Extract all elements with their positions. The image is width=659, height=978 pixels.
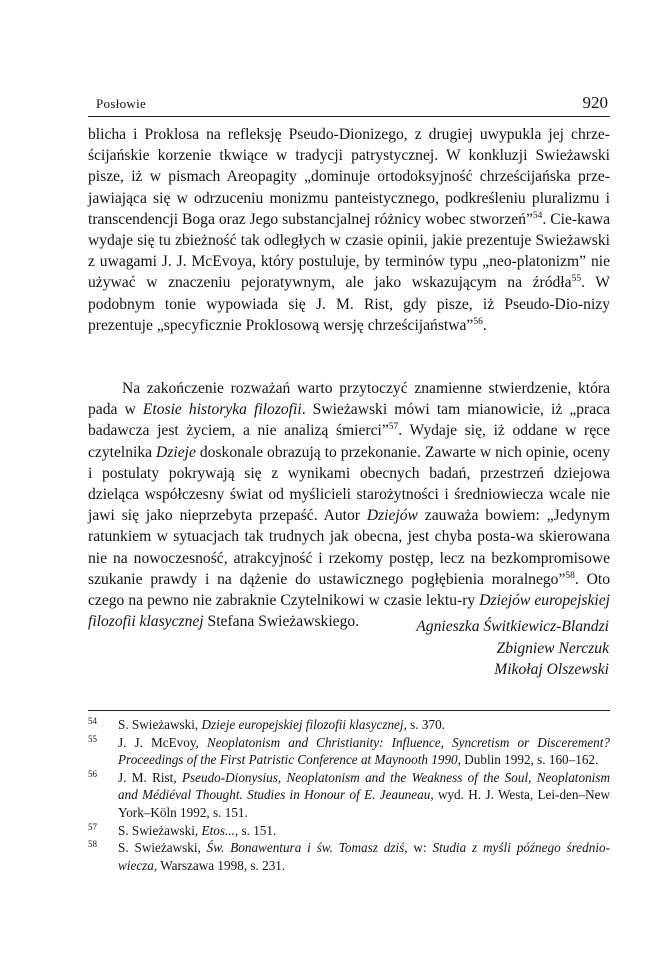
text-run: Stefana Swieżawskiego. — [203, 613, 360, 631]
text-run: blicha i Proklosa na refleksję Pseudo-Dionizego, z drugiej uwypukla jej chrze-ścijańskie korzenie tkwiące w tradycji patrystycznej. W konkluzji Swieżawski pisze, iż w pismach Areopagity „dominuje ortodoksyjność chrześcijańska prze-jawiająca się w odrzuceniu monizmu panteistycznego, podkreśleniu pluralizmu i transcendencji Boga oraz Jego substancjalnej różnicy wobec stworzeń” — [88, 126, 610, 228]
author-signatures — [416, 616, 609, 681]
text-run: doskonale obrazują to przekonanie. Zawarte w nich opinie, oceny i postulaty pokrywają się z wynikami obecnych badań, przestrzeń dziejowa dzieląca współczesny świat od myślicieli starożytności i średniowiecza wcale nie jawi się jako nieprzebyta przepaść. Autor — [88, 443, 610, 525]
italic-title: Etosie historyka filozofii — [142, 401, 302, 419]
italic-title: Dziejów — [366, 507, 418, 525]
italic-title: Św. Bonawentura i św. Tomasz dziś — [206, 840, 405, 856]
text-run: S. Swieżawski, — [118, 717, 202, 732]
text-run: , w: — [404, 840, 433, 856]
text-run: S. Swieżawski, — [118, 840, 207, 856]
text-run: , s. 370. — [403, 717, 445, 732]
text-run: . Swieżawski mówi tam mianowicie, iż „praca badawcza jest życiem, a nie analizą śmierci” — [88, 401, 611, 440]
footnotes — [88, 716, 610, 874]
footnote-ref-55[interactable]: 55 — [571, 274, 582, 285]
main-text — [88, 124, 610, 632]
text-run: . Oto czego na pewno nie zabraknie Czytelnikowi w czasie lektu-ry — [88, 570, 611, 610]
text-run: zauważa bowiem: „Jedynym ratunkiem w sytuacjach tak trudnych jak obecna, jest chyba posta-wa skierowana nie na nowoczesność, atrakcyjność i rzekomy postęp, lecz na bezkompromisowe szukanie prawdy i na dążenie do ustawicznego pogłębienia moralnego” — [88, 507, 610, 588]
footnote-57 — [88, 822, 610, 840]
text-run: . Cie-kawa wydaje się tu zbieżność tak odległych w czasie opinii, jakie prezentuje Swieżawski z uwagami J. J. McEvoya, który postuluje, by terminów typu „neo-platonizm” nie używać w znaczeniu pejoratywnym, ale jako wskazującym na źródła — [88, 210, 611, 292]
footnote-ref-58[interactable]: 58 — [565, 570, 575, 581]
footnote-58 — [88, 839, 610, 874]
page-number: 920 — [582, 93, 608, 112]
footnote-number: 57 — [88, 821, 97, 832]
footnote-ref-57[interactable]: 57 — [388, 422, 399, 433]
text-run: , Warszawa 1998, s. 231. — [153, 857, 286, 873]
text-run: S. Swieżawski, — [118, 822, 202, 838]
text-run: Na zakończenie rozważań warto przytoczyć znamienne stwierdzenie, która pada w — [88, 380, 610, 419]
italic-title: Studia z myśli późnego średnio-wiecza — [118, 840, 610, 873]
footnote-divider — [88, 710, 610, 711]
italic-title: Dziejów europejskiej filozofii klasycznej — [88, 592, 610, 631]
italic-title: Dzieje — [156, 443, 196, 461]
text-run: , wyd. H. J. Westa, Lei-den–New York–Köln 1992, s. 151. — [118, 787, 610, 820]
italic-title: Pseudo-Dionysius, Neoplatonism and the Weakness of the Soul, Neoplatonism and Médiéval Thought. Studies in Honour of E. Jeauneau — [118, 769, 610, 803]
author-name: Zbigniew Nerczuk — [496, 639, 609, 657]
paragraph-1 — [88, 124, 610, 336]
text-run: , s. 151. — [234, 822, 277, 838]
footnote-number: 54 — [88, 716, 97, 726]
footnote-56 — [88, 769, 610, 822]
author-name: Mikołaj Olszewski — [494, 661, 609, 678]
text-run: . Wydaje się, iż oddane w ręce czytelnika — [88, 422, 610, 461]
footnote-number: 56 — [88, 768, 97, 779]
footnote-55 — [88, 734, 610, 769]
footnote-54 — [88, 716, 610, 734]
paragraph-2 — [88, 378, 610, 632]
footnote-ref-54[interactable]: 54 — [532, 210, 543, 221]
page-header — [88, 93, 610, 117]
running-title: Posłowie — [96, 96, 147, 111]
text-run: . — [482, 316, 487, 334]
footnote-number: 58 — [88, 839, 97, 850]
text-run: . W podobnym tonie wypowiada się J. M. Rist, gdy pisze, iż Pseudo-Dio-nizy prezentuje „specyficznie Proklosową wersję chrześcijaństwa” — [88, 274, 610, 334]
italic-title: Dzieje europejskiej filozofii klasycznej — [201, 717, 404, 732]
text-run: J. J. McEvoy, — [118, 734, 207, 750]
author-name: Agnieszka Świtkiewicz-Blandzi — [416, 618, 609, 635]
text-run: , Dublin 1992, s. 160–162. — [457, 752, 599, 768]
footnote-ref-56[interactable]: 56 — [473, 316, 483, 327]
footnote-number: 55 — [88, 733, 97, 744]
italic-title: Neoplatonism and Christianity: Influence, Syncretism or Discerement? Proceedings of the First Patristic Conference at Maynooth 1990 — [118, 734, 610, 768]
text-run: J. M. Rist, — [118, 769, 182, 785]
italic-title: Etos... — [201, 822, 235, 838]
